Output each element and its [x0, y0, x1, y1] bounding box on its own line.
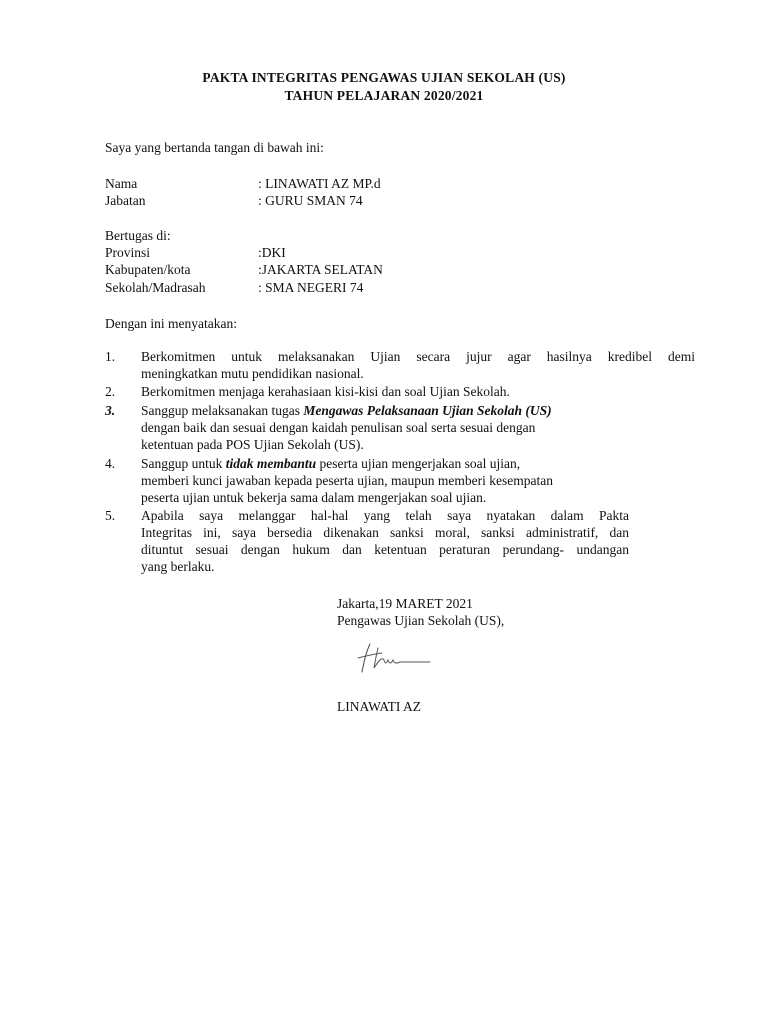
- identity-label-jabatan: Jabatan: [105, 193, 146, 208]
- list-item-line: Integritas ini, saya bersedia dikenakan sanksi moral, sanksi administratif, dan: [141, 525, 629, 540]
- intro-text: Saya yang bertanda tangan di bawah ini:: [105, 140, 324, 155]
- list-item-line: Berkomitmen menjaga kerahasiaan kisi-kisi dan soal Ujian Sekolah.: [141, 384, 510, 399]
- list-item-number: 2.: [105, 384, 116, 399]
- document-title-line-2: TAHUN PELAJARAN 2020/2021: [284, 88, 484, 103]
- statement-intro: Dengan ini menyatakan:: [105, 316, 237, 331]
- list-item-number: 1.: [105, 349, 116, 364]
- list-item: [141, 383, 695, 400]
- list-item-text: peserta ujian mengerjakan soal ujian,: [316, 456, 521, 471]
- list-item: [141, 402, 695, 453]
- list-item-text: Sanggup melaksanakan tugas: [141, 403, 304, 418]
- list-item-line: dituntut sesuai dengan hukum dan ketentuan peraturan perundang- undangan: [141, 542, 629, 557]
- bertugas-heading: Bertugas di:: [105, 228, 171, 243]
- emphasis-text: tidak membantu: [225, 456, 317, 471]
- location-label-kabupaten: Kabupaten/kota: [105, 262, 191, 277]
- list-item-number: 3.: [105, 403, 116, 418]
- list-item-number: 5.: [105, 508, 116, 523]
- place-date: Jakarta,19 MARET 2021: [337, 596, 473, 611]
- location-value-sekolah: : SMA NEGERI 74: [258, 280, 364, 295]
- document-title-line-1: PAKTA INTEGRITAS PENGAWAS UJIAN SEKOLAH (US): [202, 70, 566, 85]
- identity-label-nama: Nama: [105, 176, 138, 191]
- list-item-text: Sanggup untuk: [141, 456, 226, 471]
- list-item: [141, 507, 629, 575]
- emphasis-text: Mengawas Pelaksanaan Ujian Sekolah (US): [303, 403, 552, 418]
- location-label-provinsi: Provinsi: [105, 245, 151, 260]
- location-value-provinsi: :DKI: [258, 245, 286, 260]
- list-item: [141, 348, 695, 382]
- list-item-line: [141, 402, 695, 419]
- handwritten-signature: [356, 640, 432, 678]
- identity-value-nama: : LINAWATI AZ MP.d: [258, 176, 381, 191]
- signer-role: Pengawas Ujian Sekolah (US),: [337, 613, 505, 628]
- identity-value-jabatan: : GURU SMAN 74: [258, 193, 363, 208]
- list-item-line: memberi kunci jawaban kepada peserta ujian, maupun memberi kesempatan: [141, 473, 553, 488]
- list-item-line: meningkatkan mutu pendidikan nasional.: [141, 366, 364, 381]
- list-item-line: ketentuan pada POS Ujian Sekolah (US).: [141, 437, 364, 452]
- list-item-line: dengan baik dan sesuai dengan kaidah penulisan soal serta sesuai dengan: [141, 420, 536, 435]
- location-value-kabupaten: :JAKARTA SELATAN: [258, 262, 383, 277]
- list-item-line: Apabila saya melanggar hal-hal yang telah saya nyatakan dalam Pakta: [141, 508, 629, 523]
- list-item: [141, 455, 695, 506]
- list-item-number: 4.: [105, 456, 116, 471]
- signer-name: LINAWATI AZ: [337, 699, 422, 714]
- list-item-line: peserta ujian untuk bekerja sama dalam mengerjakan soal ujian.: [141, 490, 487, 505]
- list-item-line: Berkomitmen untuk melaksanakan Ujian secara jujur agar hasilnya kredibel demi: [141, 349, 695, 364]
- list-item-line: yang berlaku.: [141, 559, 215, 574]
- location-label-sekolah: Sekolah/Madrasah: [105, 280, 206, 295]
- list-item-line: [141, 455, 695, 472]
